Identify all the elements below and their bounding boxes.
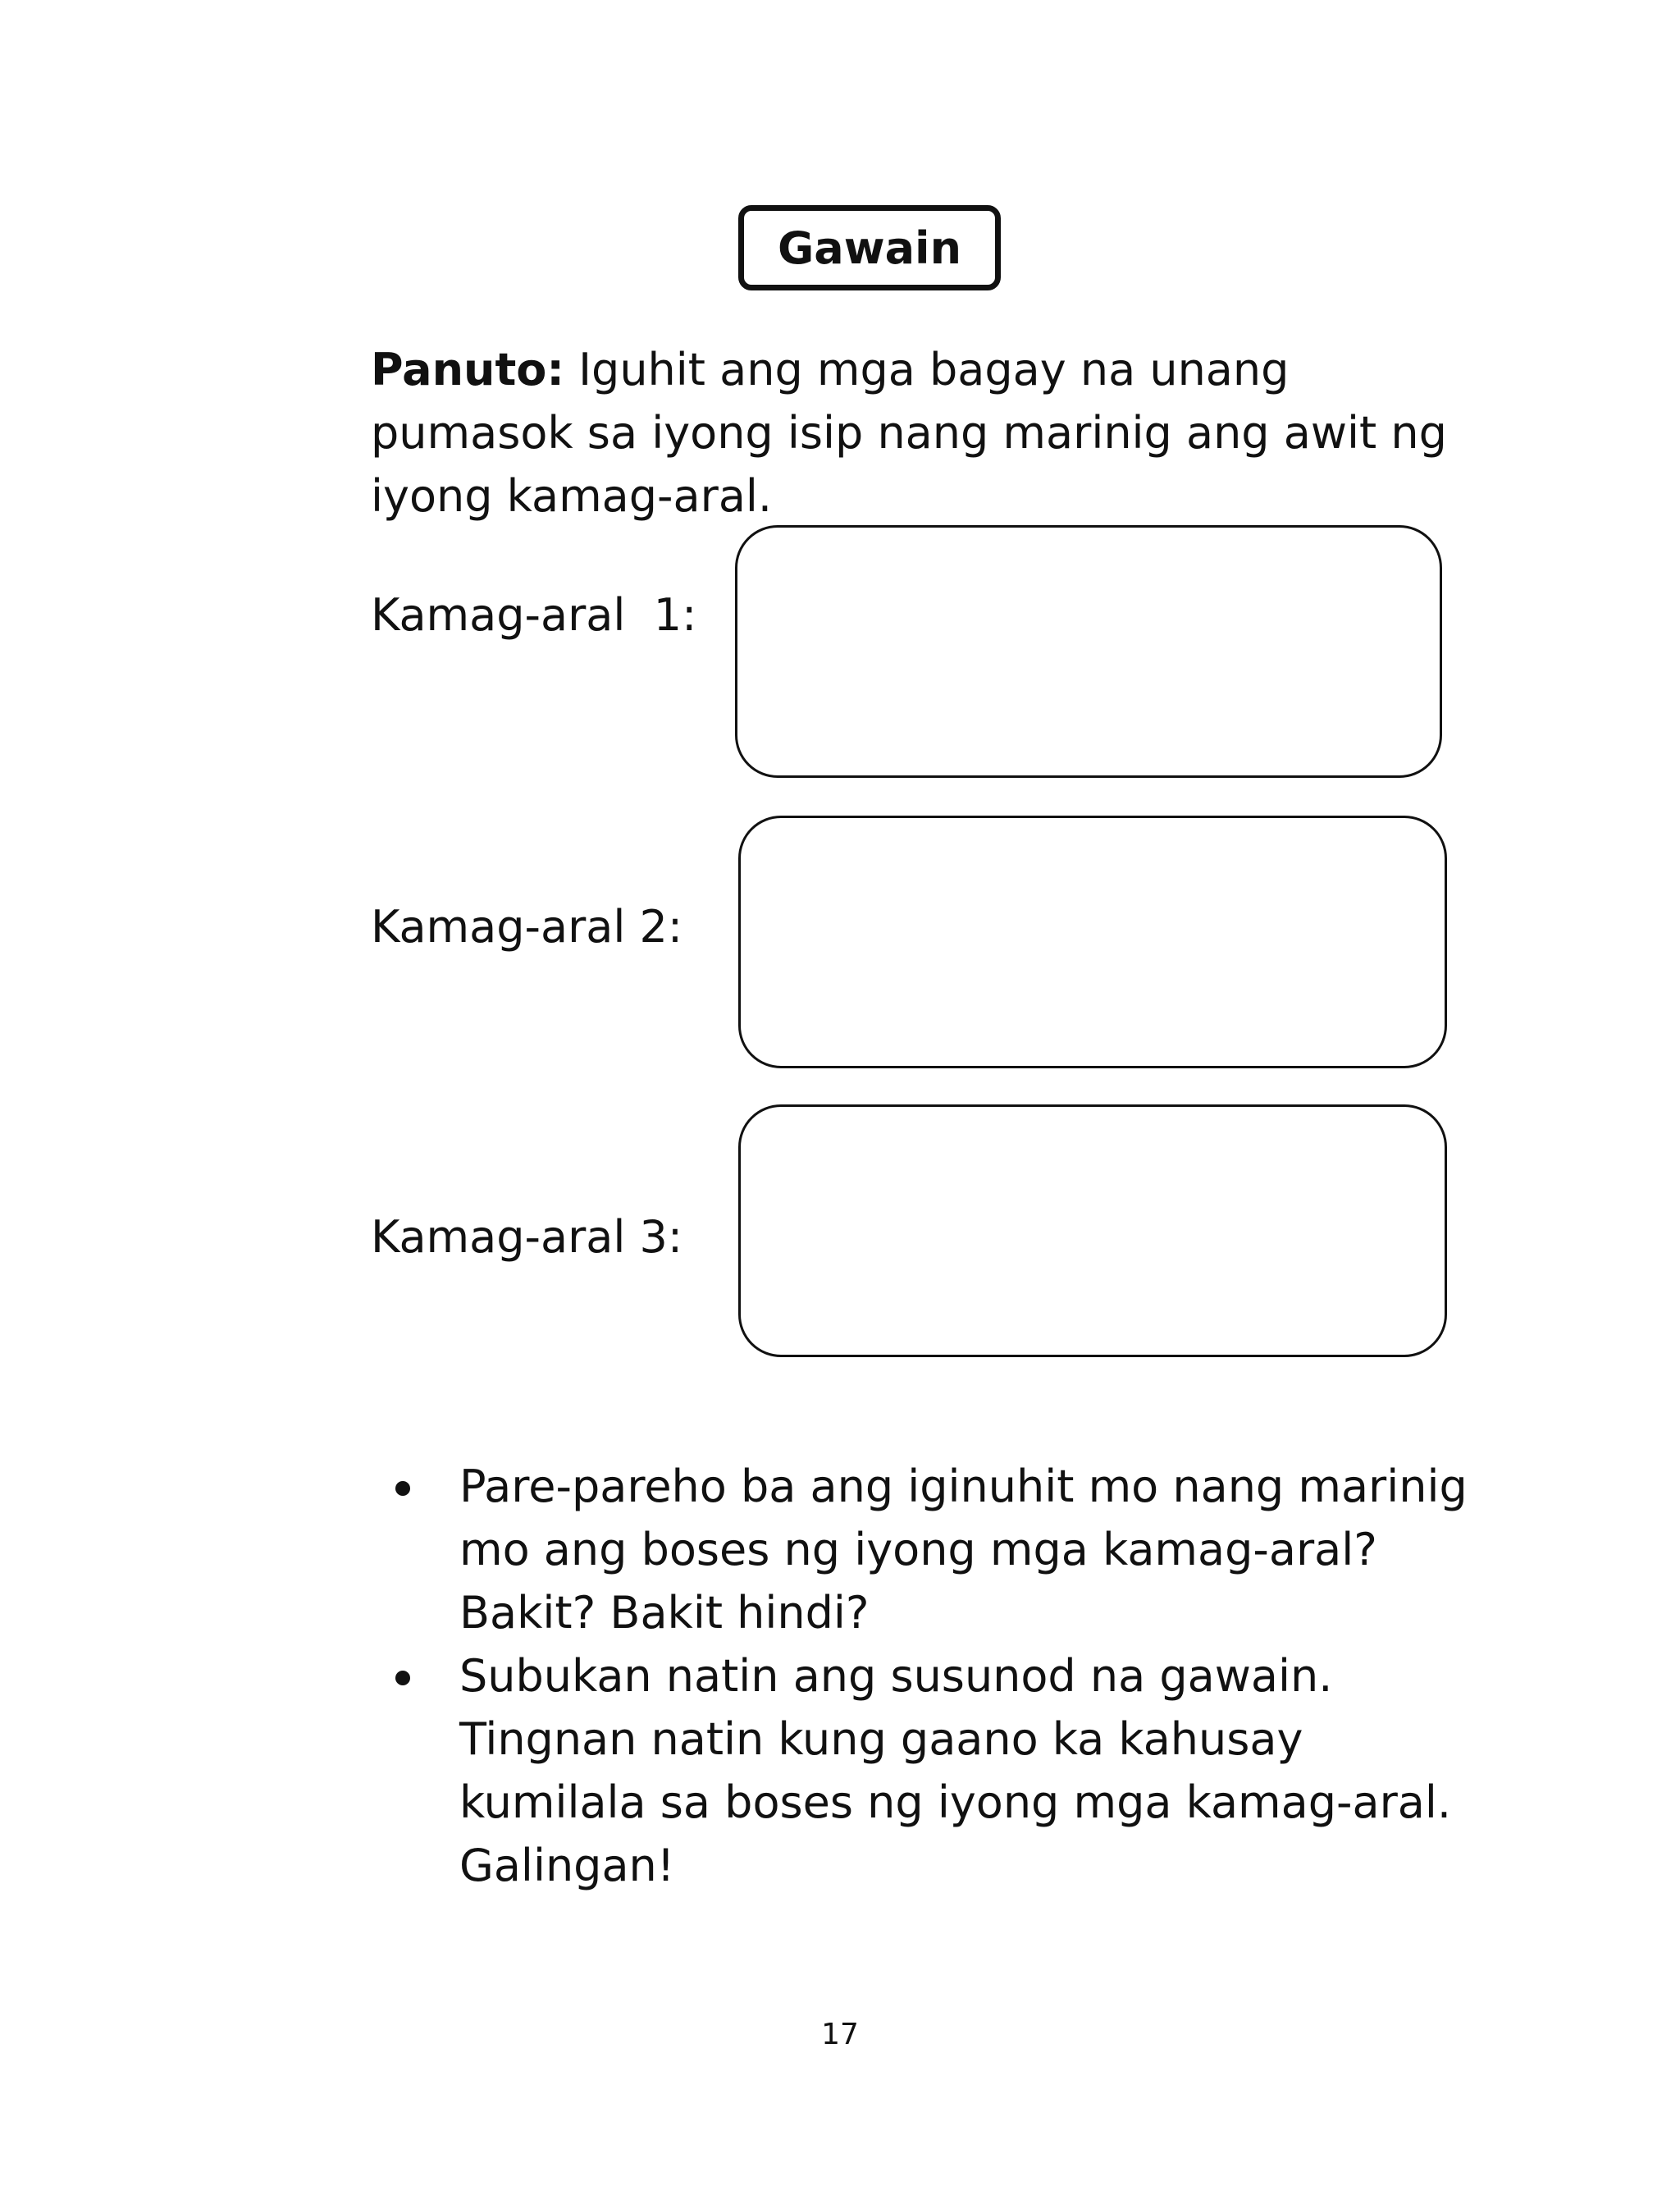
list-item <box>377 1455 1542 1644</box>
classmate-1-drawing-box[interactable] <box>735 525 1442 778</box>
bullet-icon <box>395 1481 410 1496</box>
list-item-line: Subukan natin ang susunod na gawain. <box>459 1650 1333 1702</box>
classmate-2-drawing-box[interactable] <box>738 816 1447 1068</box>
classmate-2-label: Kamag-aral 2: <box>371 901 683 953</box>
list-item-line: Bakit? Bakit hindi? <box>459 1587 870 1639</box>
page-number: 17 <box>821 2018 859 2051</box>
instructions-line-2: pumasok sa iyong isip nang marinig ang awit ng <box>371 407 1447 459</box>
instructions-line-1 <box>371 338 1470 401</box>
list-item-line: Pare-pareho ba ang iginuhit mo nang marinig <box>459 1461 1468 1512</box>
classmate-1-label: Kamag-aral 1: <box>371 589 697 641</box>
list-item-line: kumilala sa boses ng iyong mga kamag-aral. <box>459 1776 1452 1828</box>
classmate-3-label: Kamag-aral 3: <box>371 1211 683 1263</box>
instructions <box>371 338 1470 528</box>
list-item-line: Tingnan natin kung gaano ka kahusay <box>459 1713 1303 1765</box>
instructions-lead: Panuto: <box>371 344 564 395</box>
list-item-line: mo ang boses ng iyong mga kamag-aral? <box>459 1524 1377 1575</box>
classmate-3-drawing-box[interactable] <box>738 1104 1447 1357</box>
list-item-line: Galingan! <box>459 1840 675 1891</box>
activity-title: Gawain <box>738 205 1001 290</box>
question-list <box>377 1455 1542 1897</box>
bullet-icon <box>395 1671 410 1685</box>
instructions-line-3: iyong kamag-aral. <box>371 470 773 522</box>
instructions-text-1: Iguhit ang mga bagay na unang <box>564 344 1290 395</box>
list-item <box>377 1644 1542 1897</box>
